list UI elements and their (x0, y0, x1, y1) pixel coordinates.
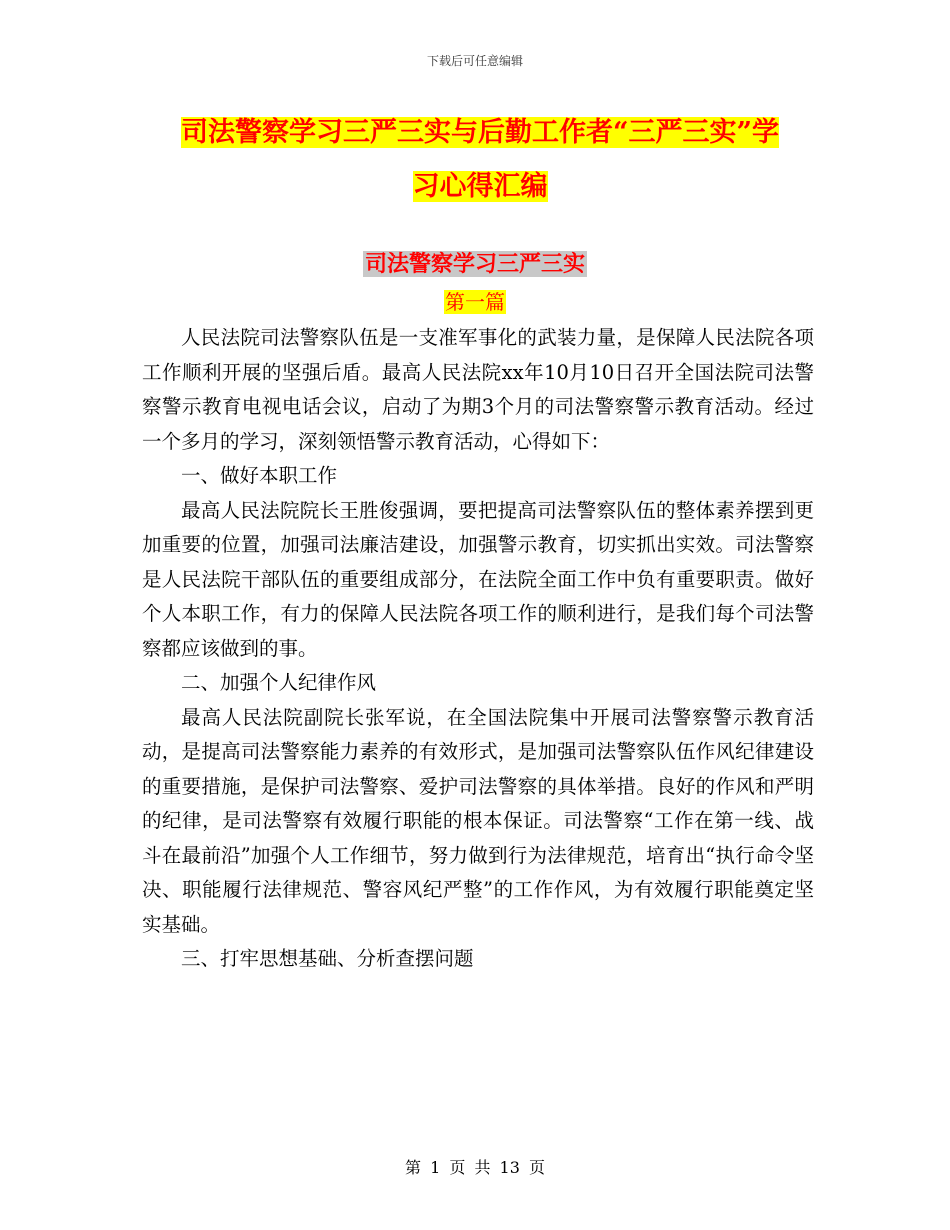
document-body (142, 321, 814, 977)
section-subtitle (0, 286, 950, 315)
document-title (160, 106, 800, 214)
heading-section-3: 三、打牢思想基础、分析查摆问题 (181, 947, 474, 970)
heading-section-2: 二、加强个人纪律作风 (181, 671, 377, 694)
page-number: 第 1 页 共 13 页 (405, 1158, 545, 1177)
heading-section-1: 一、做好本职工作 (181, 464, 338, 487)
header-note: 下载后可任意编辑 (426, 54, 523, 68)
section-subtitle-text: 第一篇 (445, 290, 505, 314)
section-title-text: 司法警察学习三严三实 (364, 251, 585, 277)
paragraph-intro: 人民法院司法警察队伍是一支准军事化的武装力量，是保障人民法院各项工作顺利开展的坚强后盾。最高人民法院xx年10月10日召开全国法院司法警察警示教育电视电话会议，启动了为期3个月的司法警察警示教育活动。经过一个多月的学习，深刻领悟警示教育活动，心得如下： (142, 326, 814, 453)
paragraph-section-2: 最高人民法院副院长张军说，在全国法院集中开展司法警察警示教育活动，是提高司法警察能力素养的有效形式，是加强司法警察队伍作风纪律建设的重要措施，是保护司法警察、爱护司法警察的具体举措。良好的作风和严明的纪律，是司法警察有效履行职能的根本保证。司法警察“工作在第一线、战斗在最前沿”加强个人工作细节，努力做到行为法律规范，培育出“执行命令坚决、职能履行法律规范、警容风纪严整”的工作作风，为有效履行职能奠定坚实基础。 (142, 705, 814, 936)
paragraph-section-1: 最高人民法院院长王胜俊强调，要把提高司法警察队伍的整体素养摆到更加重要的位置，加强司法廉洁建设，加强警示教育，切实抓出实效。司法警察是人民法院干部队伍的重要组成部分，在法院全面工作中负有重要职责。做好个人本职工作，有力的保障人民法院各项工作的顺利进行，是我们每个司法警察都应该做到的事。 (142, 498, 814, 660)
document-title-line-2: 习心得汇编 (412, 171, 548, 202)
section-title (0, 247, 950, 278)
document-title-line-1: 司法警察学习三严三实与后勤工作者“三严三实”学 (180, 117, 780, 148)
